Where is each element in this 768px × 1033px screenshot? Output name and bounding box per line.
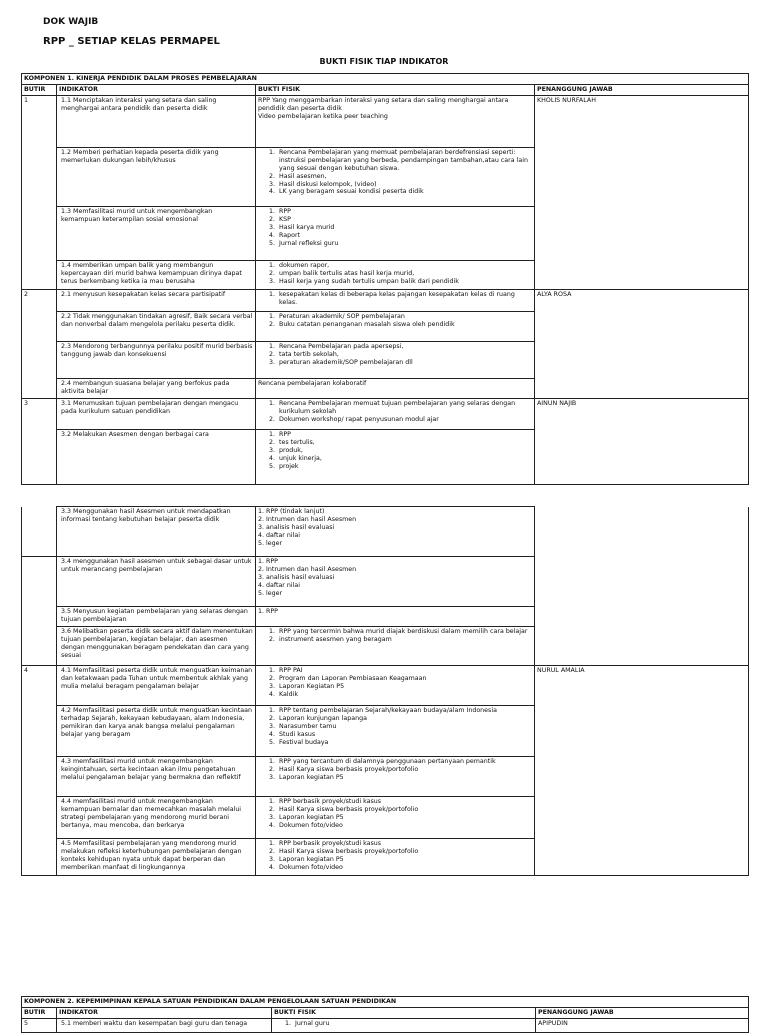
col-penanggung-jawab: PENANGGUNG JAWAB <box>536 1007 749 1018</box>
bukti-item: 2. Buku catatan penanganan masalah siswa oleh pendidik <box>277 321 532 329</box>
penanggung-jawab-cell: APIPUDIN <box>536 1018 749 1032</box>
bukti-line: 3. analisis hasil evaluasi <box>258 523 335 531</box>
table-row <box>22 429 749 484</box>
bukti-list <box>258 707 532 747</box>
butir-cell <box>22 607 57 627</box>
col-bukti-fisik: BUKTI FISIK <box>256 84 535 95</box>
table-row <box>22 557 749 607</box>
butir-cell: 4 <box>22 666 57 706</box>
indikator-cell <box>57 260 256 289</box>
bukti-item: 1. Rencana Pembelajaran pada apersepsi, <box>277 343 532 351</box>
table-row <box>22 289 749 311</box>
indikator-cell <box>57 666 256 706</box>
bukti-fisik-cell <box>256 289 535 311</box>
indikator-text: 3.1 Merumuskan tujuan pembelajaran dengan mengacu pada kurikulum satuan pendidikan <box>61 399 239 415</box>
bukti-item: 2. Laporan kunjungan lapanga <box>277 715 532 723</box>
indikator-cell <box>57 378 256 398</box>
indikator-text: 5.1 memberi waktu dan kesempatan bagi guru dan tenaga <box>61 1019 248 1027</box>
indikator-cell <box>57 289 256 311</box>
butir-cell <box>22 627 57 666</box>
bukti-fisik-cell <box>256 378 535 398</box>
col-indikator: INDIKATOR <box>57 1007 272 1018</box>
bukti-fisik-cell <box>256 797 535 839</box>
indikator-text: 1.4 memberikan umpan balik yang membangun kepercayaan diri murid bahwa kemampuan dirinya dapat terus berkembang ketika ia mau berusaha <box>61 261 242 285</box>
bukti-item: 1. Rencana Pembelajaran memuat tujuan pembelajaran yang selaras dengan kurikulum sekolah <box>277 400 532 416</box>
bukti-list <box>258 758 532 782</box>
table-row <box>22 341 749 378</box>
indikator-cell <box>57 311 256 341</box>
table-row <box>22 507 749 557</box>
indikator-cell <box>57 95 256 147</box>
table-row <box>22 607 749 627</box>
bukti-fisik-cell <box>256 95 535 147</box>
bukti-item: 2. tes tertulis, <box>277 439 532 447</box>
table-row <box>22 147 749 206</box>
bukti-item: 3. Laporan kegiatan P5 <box>277 774 532 782</box>
komponen2-title: KOMPONEN 2. KEPEMIMPINAN KEPALA SATUAN PENDIDIKAN DALAM PENGELOLAAN SATUAN PENDIDIKAN <box>22 997 749 1008</box>
bukti-item: 1. RPP yang tercermin bahwa murid diajak berdiskusi dalam memilih cara belajar <box>277 628 532 636</box>
bukti-item: 2. Hasil Karya siswa berbasis proyek/portofolio <box>277 766 532 774</box>
bukti-item: 1. RPP <box>277 208 532 216</box>
bukti-item: 4. Kaldik <box>277 691 532 699</box>
table-row <box>22 378 749 398</box>
bukti-item: 3. Laporan kegiatan P5 <box>277 814 532 822</box>
penanggung-jawab-cell <box>535 627 749 666</box>
indikator-text: 4.1 Memfasilitasi peserta didik untuk menguatkan keimanan dan ketakwaan pada Tuhan untuk membentuk akhlak yang mulia melalui beragam pengalaman belajar <box>61 667 253 690</box>
bukti-item: 3. Hasil kerja yang sudah tertulis umpan balik dari pendidik <box>277 278 532 286</box>
bukti-line: 2. Intrumen dan hasil Asesmen <box>258 565 357 573</box>
bukti-list <box>258 798 532 830</box>
indikator-cell <box>57 797 256 839</box>
bukti-item: 2. Hasil Karya siswa berbasis proyek/portofolio <box>277 806 532 814</box>
indikator-text: 2.3 Mendorong terbangunnya perilaku positif murid berbasis tanggung jawab dan konsekuensi <box>61 342 253 358</box>
bukti-fisik-cell <box>256 757 535 797</box>
penanggung-jawab-cell <box>535 260 749 289</box>
bukti-list <box>258 291 532 307</box>
col-butir: BUTIR <box>22 1007 57 1018</box>
bukti-line: Rencana pembelajaran kolaboratif <box>258 379 367 387</box>
indikator-text: 2.4 membangun suasana belajar yang berfokus pada aktivita belajar <box>61 379 230 395</box>
butir-cell: 1 <box>22 95 57 147</box>
col-indikator: INDIKATOR <box>57 84 256 95</box>
table-row <box>22 398 749 429</box>
bukti-item: 1. RPP <box>277 431 532 439</box>
bukti-list <box>258 313 532 329</box>
bukti-fisik-cell <box>256 507 535 557</box>
bukti-item: 3. produk, <box>277 447 532 455</box>
butir-cell <box>22 706 57 757</box>
indikator-text: 4.5 Memfasilitasi pembelajaran yang mendorong murid melakukan refleksi keterhubungan pembelajaran dengan konteks kehidupan nyata untuk dapat berperan dan memberikan manfaat di lingkungannya <box>61 840 242 871</box>
bukti-fisik-cell <box>256 341 535 378</box>
butir-cell <box>22 429 57 484</box>
indikator-cell <box>57 341 256 378</box>
butir-cell: 5 <box>22 1018 57 1032</box>
bukti-fisik-cell <box>256 147 535 206</box>
butir-cell <box>22 341 57 378</box>
indikator-cell <box>57 757 256 797</box>
bukti-list <box>258 262 532 286</box>
doc-label: DOK WAJIB <box>43 17 99 27</box>
bukti-line: 1. RPP (tindak lanjut) <box>258 508 325 515</box>
doc-title: BUKTI FISIK TIAP INDIKATOR <box>319 57 449 66</box>
indikator-text: 4.2 Memfasilitasi peserta didik untuk menguatkan kecintaan terhadap Sejarah, kekayaan kebudayaan, alam Indonesia, pemikiran dan karya anak bangsa melalui pengalaman belajar yang beragam <box>61 707 252 738</box>
bukti-fisik-cell <box>256 311 535 341</box>
doc-subtitle: RPP _ SETIAP KELAS PERMAPEL <box>43 36 220 47</box>
bukti-line: 1. RPP <box>258 608 278 615</box>
indikator-text: 1.3 Memfasilitasi murid untuk mengembangkan kemampuan keterampilan sosial emosional <box>61 207 213 223</box>
butir-cell <box>22 378 57 398</box>
col-penanggung-jawab: PENANGGUNG JAWAB <box>535 84 749 95</box>
penanggung-jawab-cell <box>535 757 749 797</box>
butir-cell: 3 <box>22 398 57 429</box>
table-row <box>22 757 749 797</box>
indikator-cell <box>57 607 256 627</box>
butir-cell <box>22 507 57 557</box>
bukti-line: 1. RPP <box>258 558 278 565</box>
bukti-item: 1. RPP PAI <box>277 667 532 675</box>
bukti-item: 2. KSP <box>277 216 532 224</box>
bukti-item: 2. Dokumen workshop/ rapat penyusunan modul ajar <box>277 416 532 424</box>
indikator-text: 1.1 Menciptakan interaksi yang setara dan saling menghargai antara pendidik dan peserta didik <box>61 96 217 112</box>
butir-cell <box>22 557 57 607</box>
penanggung-jawab-cell <box>535 341 749 378</box>
bukti-item: 1. Peraturan akademik/ SOP pembelajaran <box>277 313 532 321</box>
bukti-item: 1. Jurnal guru <box>293 1020 533 1028</box>
bukti-item: 3. Narasumber tamu <box>277 723 532 731</box>
bukti-item: 2. Hasil Karya siswa berbasis proyek/portofolio <box>277 848 532 856</box>
bukti-fisik-cell <box>256 839 535 876</box>
indikator-text: 4.3 memfasilitasi murid untuk mengembangkan keingintahuan, serta kecintaan akan ilmu pengetahuan melalui pengalaman belajar yang bermakna dan reflektif <box>61 758 241 781</box>
bukti-item: 1. Rencana Pembelajaran yang memuat pembelajaran berdefrensiasi seperti: instruksi pembelajaran yang berbeda, pendampingan tambahan,atau cara lain yang sesuai dengan kebutuhan siswa. <box>277 149 532 173</box>
komponen2-table <box>21 996 749 1033</box>
penanggung-jawab-cell <box>535 557 749 607</box>
bukti-item: 3. Laporan Kegiatan P5 <box>277 683 532 691</box>
indikator-cell <box>57 1018 272 1032</box>
butir-cell <box>22 757 57 797</box>
penanggung-jawab-cell <box>535 839 749 876</box>
bukti-item: 3. Hasil karya murid <box>277 224 532 232</box>
bukti-item: 4. unjuk kinerja, <box>277 455 532 463</box>
bukti-list <box>258 431 532 471</box>
table-row <box>22 206 749 260</box>
bukti-line: RPP Yang menggambarkan interaksi yang setara dan saling menghargai antara pendidik dan peserta didik <box>258 96 509 112</box>
bukti-fisik-cell <box>256 206 535 260</box>
bukti-item: 1. kesepakatan kelas di beberapa kelas pajangan kesepakatan kelas di ruang kelas. <box>277 291 532 307</box>
bukti-item: 4. Raport <box>277 232 532 240</box>
indikator-text: 4.4 memfasilitasi murid untuk mengembangkan kemampuan bernalar dan memecahkan masalah melalui strategi pembelajaran yang mendorong murid berani bertanya, mau mencoba, dan berkarya <box>61 798 242 829</box>
bukti-fisik-cell <box>256 557 535 607</box>
bukti-fisik-cell <box>272 1018 536 1032</box>
indikator-cell <box>57 429 256 484</box>
bukti-item: 2. instrument asesmen yang beragam <box>277 636 532 644</box>
bukti-line: 5. leger <box>258 539 283 547</box>
bukti-list <box>258 149 532 197</box>
lanjutan-table <box>21 506 749 876</box>
bukti-item: 4. Studi kasus <box>277 731 532 739</box>
indikator-cell <box>57 507 256 557</box>
bukti-line: 4. daftar nilai <box>258 531 300 539</box>
bukti-item: 2. umpan balik tertulis atas hasil kerja murid, <box>277 270 532 278</box>
col-bukti-fisik: BUKTI FISIK <box>272 1007 536 1018</box>
penanggung-jawab-cell <box>535 206 749 260</box>
butir-cell <box>22 260 57 289</box>
penanggung-jawab-cell <box>535 507 749 557</box>
penanggung-jawab-cell: NURUL AMALIA <box>535 666 749 706</box>
bukti-item: 3. Laporan kegiatan P5 <box>277 856 532 864</box>
indikator-text: 2.1 menyusun kesepakatan kelas secara partisipatif <box>61 290 226 298</box>
indikator-cell <box>57 557 256 607</box>
table-row <box>22 1018 749 1032</box>
komponen1-table <box>21 73 749 485</box>
penanggung-jawab-cell: AINUN NAJIB <box>535 398 749 429</box>
indikator-text: 3.4 menggunakan hasil asesmen untuk sebagai dasar untuk untuk merancang pembelajaran <box>61 558 252 573</box>
penanggung-jawab-cell <box>535 378 749 398</box>
bukti-list <box>258 840 532 872</box>
komponen1-title: KOMPONEN 1. KINERJA PENDIDIK DALAM PROSES PEMBELAJARAN <box>22 74 749 85</box>
butir-cell <box>22 206 57 260</box>
bukti-line: 3. analisis hasil evaluasi <box>258 573 335 581</box>
bukti-item: 1. RPP berbasik proyek/studi kasus <box>277 840 532 848</box>
bukti-line: 4. daftar nilai <box>258 581 300 589</box>
bukti-item: 5. projek <box>277 463 532 471</box>
bukti-line: 5. leger <box>258 589 283 597</box>
butir-cell: 2 <box>22 289 57 311</box>
indikator-text: 3.2 Melakukan Asesmen dengan berbagai cara <box>61 430 209 438</box>
bukti-item: 5. Festival budaya <box>277 739 532 747</box>
bukti-list <box>258 400 532 424</box>
bukti-item: 1. RPP yang tercantum di dalamnya penggunaan pertanyaan pemantik <box>277 758 532 766</box>
table-row <box>22 627 749 666</box>
bukti-list <box>258 667 532 699</box>
indikator-cell <box>57 627 256 666</box>
table-row <box>22 706 749 757</box>
table-row <box>22 839 749 876</box>
butir-cell <box>22 797 57 839</box>
bukti-item: 1. RPP berbasik proyek/studi kasus <box>277 798 532 806</box>
penanggung-jawab-cell: KHOLIS NURFALAH <box>535 95 749 147</box>
penanggung-jawab-cell: ALYA ROSA <box>535 289 749 311</box>
table-row <box>22 260 749 289</box>
bukti-item: 4. Dokumen foto/video <box>277 822 532 830</box>
bukti-list <box>258 343 532 367</box>
indikator-text: 3.3 Menggunakan hasil Asesmen untuk mendapatkan informasi tentang kebutuhan belajar peserta didik <box>61 508 231 523</box>
butir-cell <box>22 147 57 206</box>
table-row <box>22 666 749 706</box>
indikator-cell <box>57 839 256 876</box>
table-row <box>22 95 749 147</box>
penanggung-jawab-cell <box>535 706 749 757</box>
bukti-item: 3. peraturan akademik/SOP pembelajaran dll <box>277 359 532 367</box>
bukti-item: 1. dokumen rapor, <box>277 262 532 270</box>
indikator-cell <box>57 398 256 429</box>
bukti-item: 5. Jurnal refleksi guru <box>277 240 532 248</box>
indikator-cell <box>57 206 256 260</box>
penanggung-jawab-cell <box>535 147 749 206</box>
indikator-text: 2.2 Tidak menggunakan tindakan agresif, Baik secara verbal dan nonverbal dalam mengelola perilaku peserta didik. <box>61 312 253 328</box>
table-row <box>22 311 749 341</box>
bukti-item: 2. Hasil asesmen, <box>277 173 532 181</box>
penanggung-jawab-cell <box>535 797 749 839</box>
indikator-cell <box>57 706 256 757</box>
indikator-text: 1.2 Memberi perhatian kepada peserta didik yang memerlukan dukungan lebih/khusus <box>61 148 219 164</box>
bukti-fisik-cell <box>256 398 535 429</box>
bukti-fisik-cell <box>256 607 535 627</box>
penanggung-jawab-cell <box>535 607 749 627</box>
bukti-fisik-cell <box>256 666 535 706</box>
table-row <box>22 797 749 839</box>
bukti-fisik-cell <box>256 706 535 757</box>
penanggung-jawab-cell <box>535 429 749 484</box>
bukti-item: 3. Hasil diskusi kelompok, (video) <box>277 181 532 189</box>
bukti-item: 2. Program dan Laporan Pembiasaan Keagamaan <box>277 675 532 683</box>
col-butir: BUTIR <box>22 84 57 95</box>
butir-cell <box>22 839 57 876</box>
bukti-item: 2. tata tertib sekolah, <box>277 351 532 359</box>
penanggung-jawab-cell <box>535 311 749 341</box>
bukti-item: 4. Dokumen foto/video <box>277 864 532 872</box>
bukti-list <box>258 208 532 248</box>
bukti-fisik-cell <box>256 260 535 289</box>
indikator-text: 3.6 Melibatkan peserta didik secara aktif dalam menentukan tujuan pembelajaran, kegiatan belajar, dan asesmen dengan menggunakan beragam pendekatan dan cara yang sesuai <box>61 628 253 659</box>
butir-cell <box>22 311 57 341</box>
bukti-fisik-cell <box>256 627 535 666</box>
bukti-line: 2. Intrumen dan hasil Asesmen <box>258 515 357 523</box>
indikator-text: 3.5 Menyusun kegiatan pembelajaran yang selaras dengan tujuan pembelajaran <box>61 608 248 623</box>
bukti-list <box>258 628 532 644</box>
bukti-fisik-cell <box>256 429 535 484</box>
bukti-item: 4. LK yang beragam sesuai kondisi peserta didik <box>277 188 532 196</box>
bukti-item: 1. RPP tentang pembelajaran Sejarah/kekayaan budaya/alam Indonesia <box>277 707 532 715</box>
bukti-line: Video pembelajaran ketika peer teaching <box>258 112 388 120</box>
indikator-cell <box>57 147 256 206</box>
